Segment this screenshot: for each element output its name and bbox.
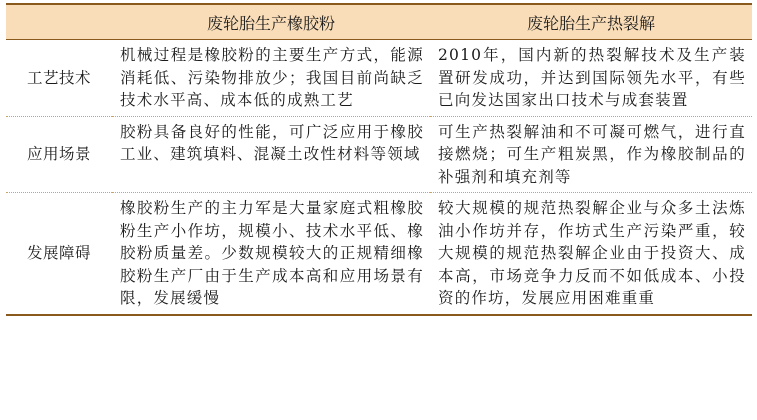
- cell-rubber-powder: [112, 193, 430, 315]
- header-rubber-powder: 废轮胎生产橡胶粉: [112, 4, 430, 40]
- cell-rubber-powder: [112, 116, 430, 193]
- comparison-table-container: [6, 3, 752, 316]
- cell-text: 胶粉具备良好的性能，可广泛应用于橡胶工业、建筑填料、混凝土改性材料等领域: [120, 122, 424, 163]
- cell-text: 橡胶粉生产的主力军是大量家庭式粗橡胶粉生产小作坊，规模小、技术水平低、橡胶粉质量差。少数规模较大的正规精细橡胶粉生产厂由于生产成本高和应用场景有限，发展缓慢: [120, 199, 424, 307]
- row-label: 应用场景: [6, 116, 112, 193]
- cell-text: 2010年，国内新的热裂解技术及生产装置研发成功，并达到国际领先水平，有些已向发达国家出口技术与成套装置: [438, 46, 746, 109]
- cell-text: 机械过程是橡胶粉的主要生产方式，能源消耗低、污染物排放少；我国目前尚缺乏技术水平高、成本低的成熟工艺: [120, 46, 424, 109]
- cell-pyrolysis: [430, 116, 752, 193]
- cell-text: 较大规模的规范热裂解企业与众多土法炼油小作坊并存，作坊式生产污染严重，较大规模的规范热裂解企业由于投资大、成本高，市场竞争力反而不如低成本、小投资的作坊，发展应用困难重重: [438, 199, 746, 307]
- table-row-process-technology: [6, 40, 752, 117]
- header-pyrolysis: 废轮胎生产热裂解: [430, 4, 752, 40]
- row-label: 发展障碍: [6, 193, 112, 315]
- table-row-development-obstacles: [6, 193, 752, 315]
- cell-pyrolysis: [430, 40, 752, 117]
- table-row-application-scenarios: [6, 116, 752, 193]
- cell-text: 可生产热裂解油和不可凝可燃气，进行直接燃烧；可生产粗炭黑，作为橡胶制品的补强剂和填充剂等: [438, 122, 746, 186]
- cell-rubber-powder: [112, 40, 430, 117]
- header-corner-cell: [6, 4, 112, 40]
- header-row: [6, 4, 752, 40]
- table-body: [6, 40, 752, 315]
- row-label: 工艺技术: [6, 40, 112, 117]
- table-header: [6, 4, 752, 40]
- comparison-table: [6, 3, 752, 316]
- cell-pyrolysis: [430, 193, 752, 315]
